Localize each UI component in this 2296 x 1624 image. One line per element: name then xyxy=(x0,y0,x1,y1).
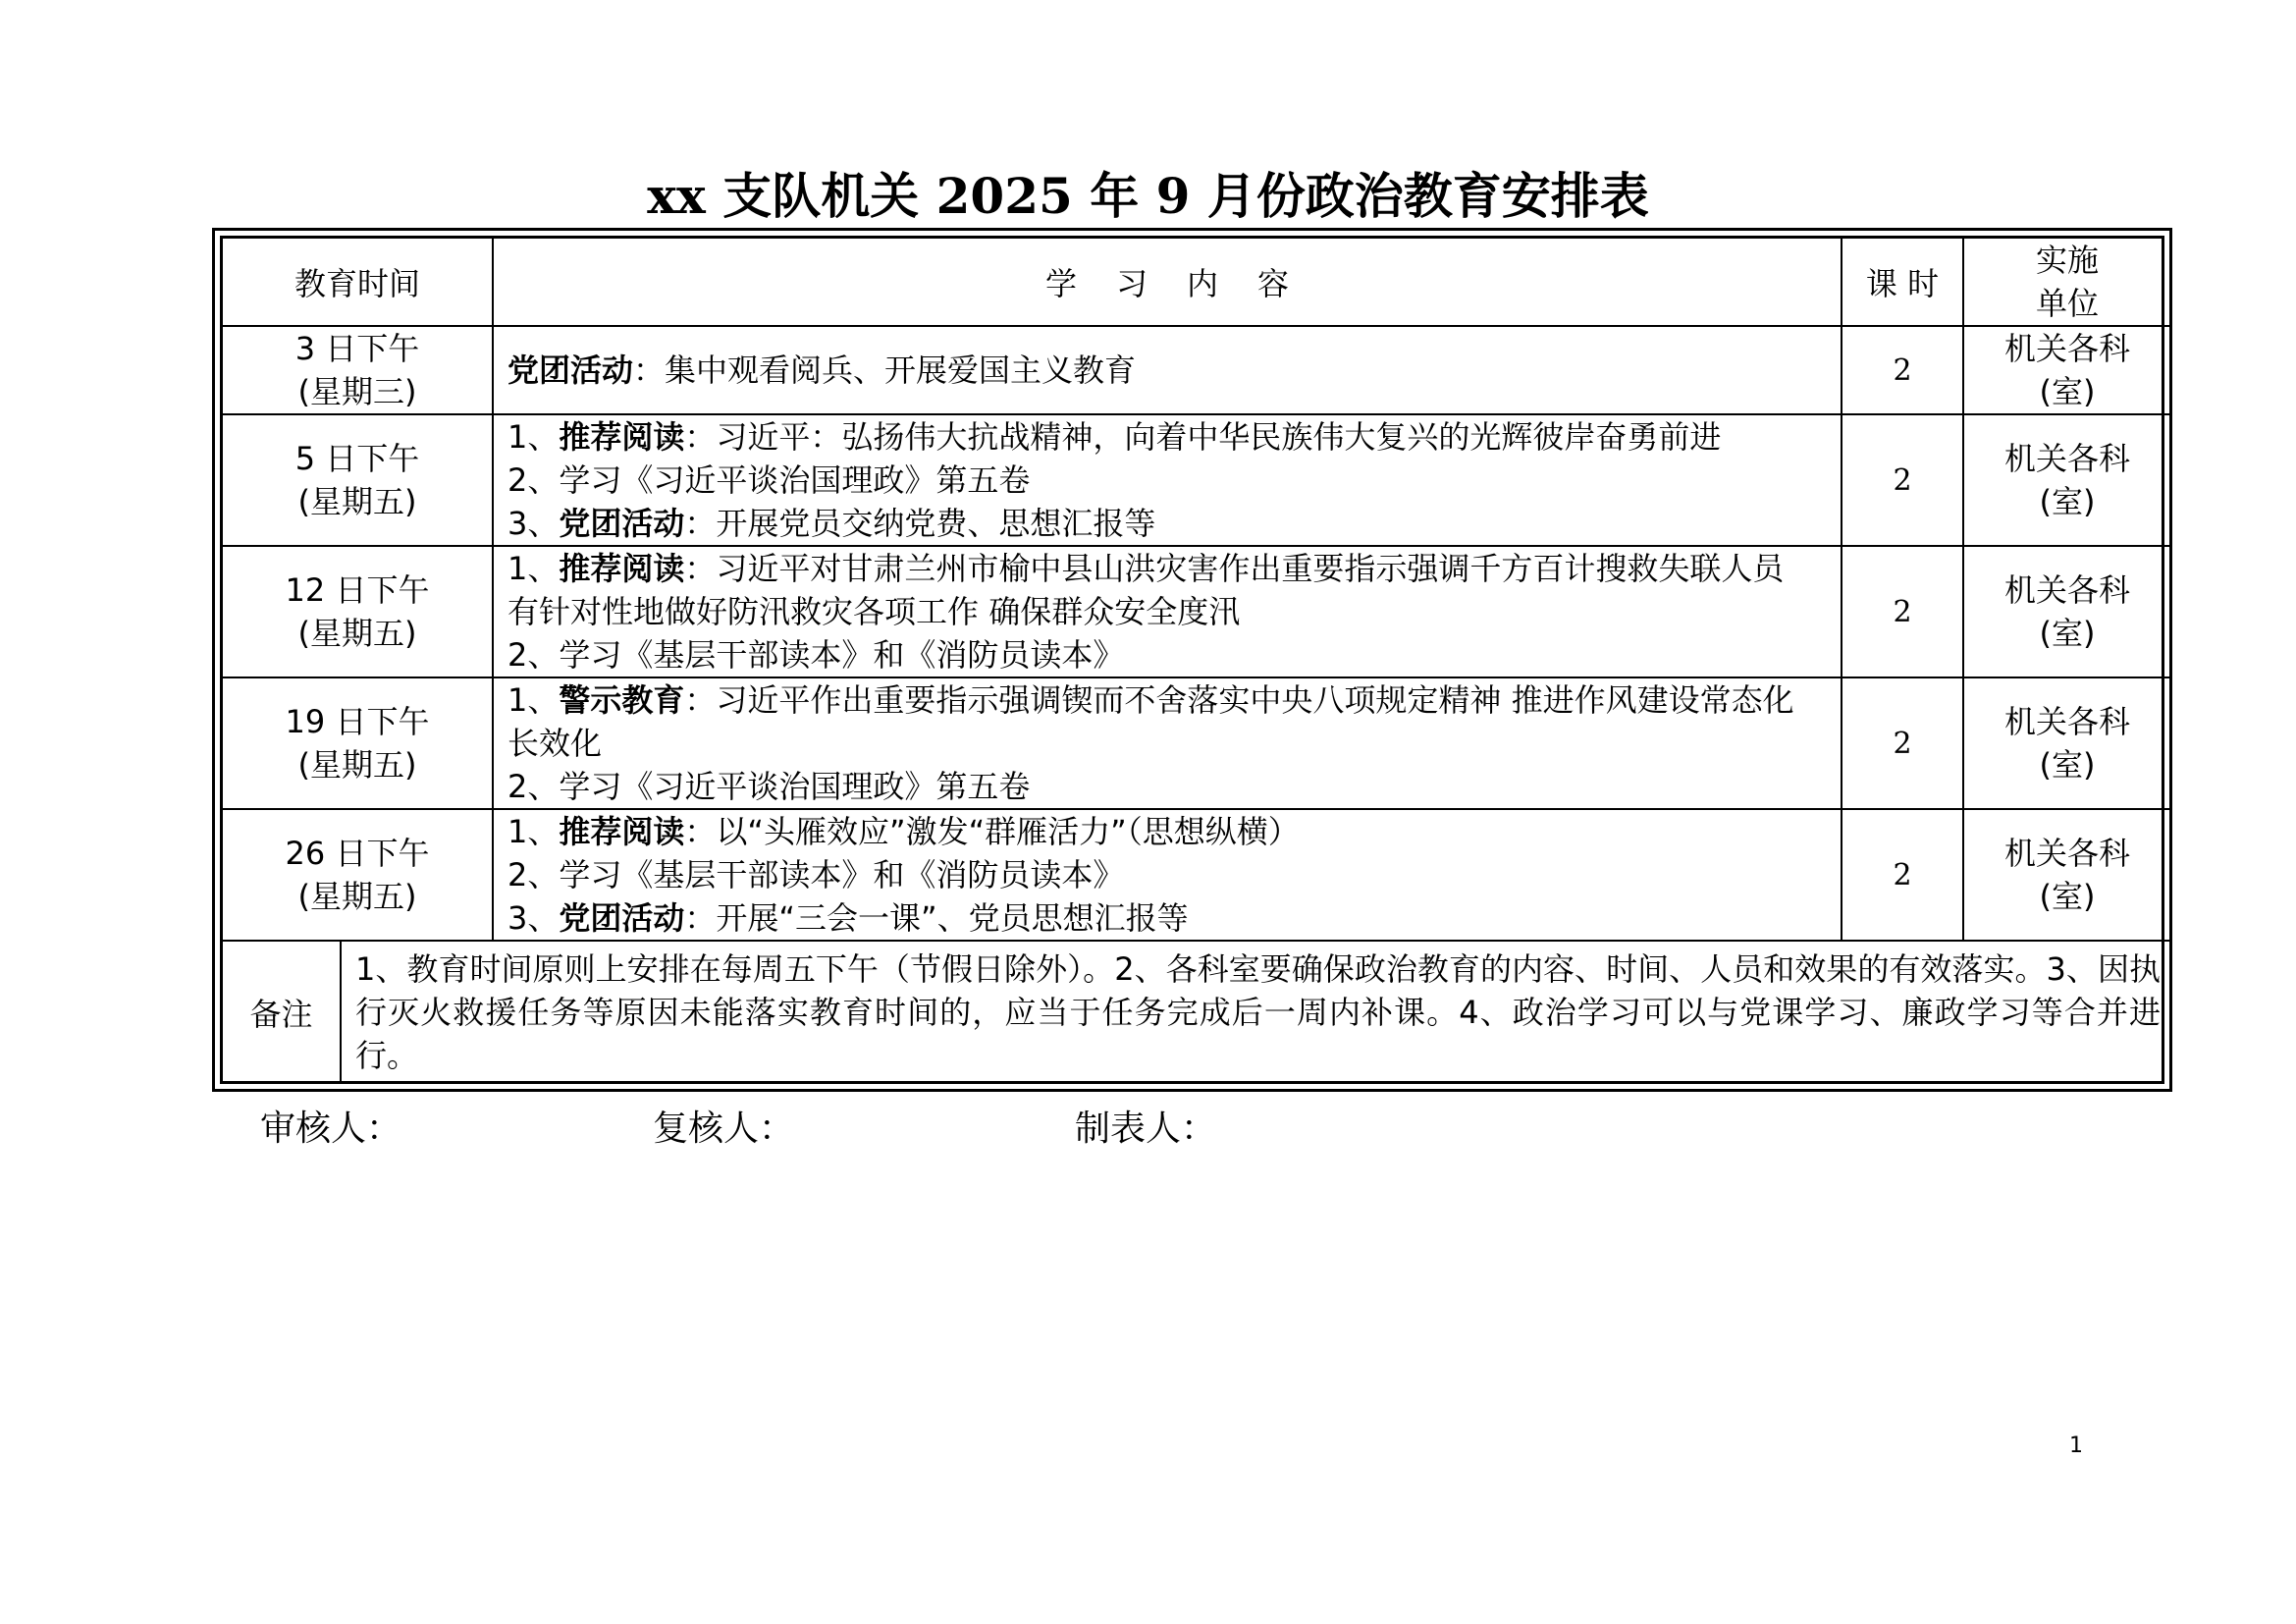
schedule-table xyxy=(223,239,2170,1083)
reviewer-label: 审核人： xyxy=(260,1109,402,1149)
header-implementing-unit xyxy=(1963,239,2170,326)
table-row xyxy=(223,546,2170,677)
unit-cell: 机关各科 (室) xyxy=(1963,326,2170,414)
content-line: 党团活动：集中观看阅兵、开展爱国主义教育 xyxy=(507,352,1137,389)
table-row xyxy=(223,809,2170,941)
content-line: 长效化 xyxy=(507,725,603,762)
content-line: 1、警示教育：习近平作出重要指示强调锲而不舍落实中央八项规定精神 推进作风建设常态化 xyxy=(507,681,1794,719)
unit-cell: 机关各科 (室) xyxy=(1963,677,2170,809)
header-unit-line2: 单位 xyxy=(2036,285,2100,322)
date-text: 19 日下午 xyxy=(285,703,430,740)
content-cell xyxy=(493,546,1842,677)
remarks-text: 1、教育时间原则上安排在每周五下午（节假日除外）。2、各科室要确保政治教育的内容、时间、人员和效果的有效落实。3、因执行灭火救援任务等原因未能落实教育时间的，应当于任务完成后一周内补课。4、政治学习可以与党课学习、廉政学习等合并进行。 xyxy=(341,941,2170,1083)
header-study-content: 学习内容 xyxy=(493,239,1842,326)
table-row xyxy=(223,326,2170,414)
schedule-table-frame xyxy=(212,228,2172,1092)
content-cell xyxy=(493,414,1842,546)
header-unit-line1: 实施 xyxy=(2036,242,2100,279)
page-number: 1 xyxy=(2069,1434,2083,1458)
content-line: 1、推荐阅读：习近平对甘肃兰州市榆中县山洪灾害作出重要指示强调千方百计搜救失联人员 xyxy=(507,550,1785,587)
content-line: 3、党团活动：开展党员交纳党费、思想汇报等 xyxy=(507,505,1156,542)
header-class-hours: 课 时 xyxy=(1842,239,1963,326)
content-line: 有针对性地做好防汛救灾各项工作 确保群众安全度汛 xyxy=(507,593,1241,630)
hours-cell: 2 xyxy=(1842,326,1963,414)
date-cell xyxy=(223,546,493,677)
schedule-table-inner-frame xyxy=(220,236,2164,1084)
date-cell xyxy=(223,809,493,941)
content-line: 2、学习《习近平谈治国理政》第五卷 xyxy=(507,768,1031,805)
date-cell xyxy=(223,414,493,546)
content-line: 1、推荐阅读：习近平：弘扬伟大抗战精神，向着中华民族伟大复兴的光辉彼岸奋勇前进 xyxy=(507,418,1722,456)
date-cell xyxy=(223,326,493,414)
date-cell xyxy=(223,677,493,809)
remarks-row xyxy=(223,941,2170,1083)
weekday-text: (星期五) xyxy=(297,746,417,784)
content-cell xyxy=(493,326,1842,414)
content-line: 2、学习《基层干部读本》和《消防员读本》 xyxy=(507,636,1125,674)
content-line: 3、党团活动：开展“三会一课”、党员思想汇报等 xyxy=(507,899,1189,937)
hours-cell: 2 xyxy=(1842,677,1963,809)
header-education-time: 教育时间 xyxy=(223,239,493,326)
unit-cell: 机关各科 (室) xyxy=(1963,414,2170,546)
rechecker-label: 复核人： xyxy=(653,1109,795,1149)
date-text: 26 日下午 xyxy=(285,835,430,872)
hours-cell: 2 xyxy=(1842,414,1963,546)
content-cell xyxy=(493,809,1842,941)
weekday-text: (星期五) xyxy=(297,878,417,915)
content-line: 2、学习《基层干部读本》和《消防员读本》 xyxy=(507,856,1125,893)
table-header-row xyxy=(223,239,2170,326)
weekday-text: (星期五) xyxy=(297,615,417,652)
preparer-label: 制表人： xyxy=(1075,1109,1217,1149)
remarks-label: 备注 xyxy=(223,941,341,1083)
weekday-text: (星期五) xyxy=(297,483,417,520)
hours-cell: 2 xyxy=(1842,809,1963,941)
date-text: 5 日下午 xyxy=(294,440,420,477)
content-line: 2、学习《习近平谈治国理政》第五卷 xyxy=(507,461,1031,499)
table-row xyxy=(223,414,2170,546)
signature-line xyxy=(0,1100,2296,1159)
date-text: 12 日下午 xyxy=(285,571,430,609)
weekday-text: (星期三) xyxy=(297,373,417,410)
hours-cell: 2 xyxy=(1842,546,1963,677)
page-title: xx 支队机关 2025 年 9 月份政治教育安排表 xyxy=(647,167,1649,225)
content-line: 1、推荐阅读：以“头雁效应”激发“群雁活力”（思想纵横） xyxy=(507,813,1300,850)
date-text: 3 日下午 xyxy=(294,330,420,367)
unit-cell: 机关各科 (室) xyxy=(1963,809,2170,941)
unit-cell: 机关各科 (室) xyxy=(1963,546,2170,677)
table-row xyxy=(223,677,2170,809)
content-cell xyxy=(493,677,1842,809)
